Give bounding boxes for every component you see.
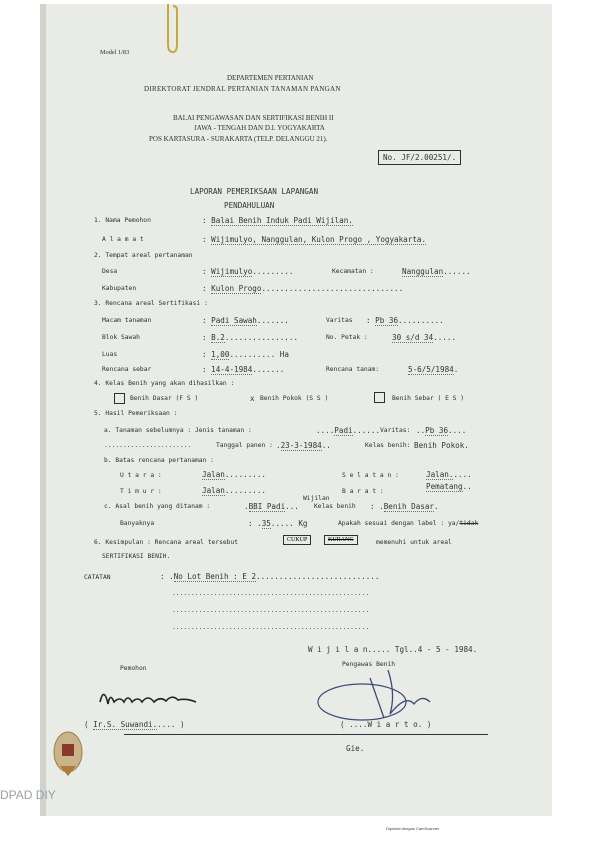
jenis-tanaman-value: ....Padi...... (316, 426, 381, 435)
varitas-sebelumnya-label: Varitas: (380, 427, 411, 434)
catatan-line-3: .................................................... (172, 607, 370, 614)
sebar-value: : 14-4-1984....... (202, 365, 285, 374)
catatan-line-4: .................................................... (172, 624, 370, 631)
petak-label: No. Petak : (326, 334, 368, 341)
macam-value: : Padi Sawah....... (202, 316, 289, 325)
desa-value: : Wijimulyo......... (202, 267, 294, 276)
panen-value: .23-3-1984.. (276, 441, 331, 450)
sesuai-label: Apakah sesuai dengan label : ya/tidak (338, 520, 479, 527)
alamat-value: : Wijimulyo, Nanggulan, Kulon Progo , Yogyakarta. (202, 235, 427, 244)
banyak-value: : .35..... Kg (248, 519, 308, 528)
bottom-rule (124, 734, 488, 735)
place-date: W i j i l a n..... Tgl..4 - 5 - 1984. (308, 645, 478, 654)
kabupaten-value: : Kulon Progo............................... (202, 284, 404, 293)
paper-edge (40, 4, 46, 816)
kesimpulan-label: 6. Kesimpulan : Rencana areal tersebut (94, 539, 239, 546)
luas-label: Luas (102, 351, 118, 358)
benih-pokok-label: Benih Pokok (S S ) (260, 395, 329, 402)
asal-benih-label: c. Asal benih yang ditanam : (104, 503, 211, 510)
pemohon-signature-icon (96, 682, 206, 712)
benih-dasar-label: Benih Dasar (F S ) (130, 395, 199, 402)
benih-sebar-label: Benih Sebar ( E S ) (392, 395, 465, 402)
pemohon-label: 1. Nama Pemohon (94, 217, 151, 224)
asal-kelas-value: : .Benih Dasar. (370, 502, 439, 511)
model-label: Model 1/83 (100, 49, 130, 56)
seal-stamp-icon (48, 722, 88, 782)
kelas-benih-sebelum-label: Kelas benih: (365, 442, 411, 449)
kelas-benih-sebelum-value: Benih Pokok. (414, 441, 469, 450)
catatan-value: : .No Lot Benih : E 2........................... (160, 572, 380, 581)
pemohon-name: ( Ir.S. Suwandi..... ) (84, 720, 185, 729)
asal-benih-value2: Wijilan (303, 495, 330, 502)
gie-text: Gie. (346, 744, 365, 753)
pengawas-label-sign: Pengawas Benih (342, 661, 396, 668)
catatan-line-2: .................................................... (172, 590, 370, 597)
barat-value: Pematang.. (426, 482, 472, 491)
catatan-label: CATATAN (84, 574, 111, 581)
sertifikasi-line: SERTIFIKASI BENIH. (102, 553, 171, 560)
address-line: POS KARTASURA - SURAKARTA (TELP. DELANGGU 21). (149, 135, 328, 143)
tempat-label: 2. Tempat areal pertanaman (94, 252, 193, 259)
pemohon-value: : Balai Benih Induk Padi Wijilan. (202, 216, 353, 225)
benih-dasar-checkbox[interactable] (114, 393, 125, 404)
panen-dots: ....................... (104, 442, 192, 449)
cukup-box[interactable]: CUKUP (283, 535, 311, 545)
report-subtitle: PENDAHULUAN (224, 201, 275, 210)
tanam-label: Rencana tanam: (326, 366, 380, 373)
utara-label: U t a r a : (120, 472, 162, 479)
batas-label: b. Batas rencana pertanaman : (104, 457, 214, 464)
barat-label: B a r a t : (342, 488, 384, 495)
sebar-label: Rencana sebar (102, 366, 152, 373)
balai-line: BALAI PENGAWASAN DAN SERTIFIKASI BENIH II (173, 114, 334, 122)
pengawas-name: ( ....W i a r t o. ) (340, 720, 432, 729)
asal-kelas-label: Kelas benih (314, 503, 356, 510)
varitas-label: Varitas (326, 317, 353, 324)
region-line: JAWA - TENGAH DAN D.I. YOGYAKARTA (194, 124, 325, 132)
varitas-sebelumnya-value: ..Pb 36.... (416, 426, 467, 435)
timur-label: T i m u r : (120, 488, 162, 495)
hasil-label: 5. Hasil Pemeriksaan : (94, 410, 178, 417)
desa-label: Desa (102, 268, 118, 275)
document-number: No. JF/2.00251/. (378, 150, 461, 165)
panen-label: Tanggal panen : (216, 442, 273, 449)
pemohon-label-sign: Pemohon (120, 665, 147, 672)
kabupaten-label: Kabupaten (102, 285, 137, 292)
selatan-value: Jalan..... (426, 470, 472, 479)
dept-line: DEPARTEMEN PERTANIAN (227, 74, 314, 82)
asal-benih-value: .BBI Padi... (244, 502, 299, 511)
benih-sebar-checkbox[interactable] (374, 392, 385, 403)
pengawas-signature-icon (310, 664, 460, 724)
alamat-label: A l a m a t (102, 236, 144, 243)
paper-clip-icon (164, 4, 178, 56)
benih-pokok-mark: x (250, 394, 255, 403)
timur-value: Jalan......... (202, 486, 267, 495)
luas-value: : 1,00.......... Ha (202, 350, 289, 359)
blok-label: Blok Sawah (102, 334, 140, 341)
kecamatan-label: Kecamatan : (332, 268, 374, 275)
banyak-label: Banyaknya (120, 520, 155, 527)
kesimpulan-rest: memenuhi untuk areal (376, 539, 452, 546)
tanam-value: 5-6/5/1984. (408, 365, 459, 374)
selatan-label: S e l a t a n : (342, 472, 399, 479)
kelas-benih-label: 4. Kelas Benih yang akan dihasilkan : (94, 380, 235, 387)
document-sheet (40, 4, 552, 816)
scanner-credit: Dipindai dengan CamScanner (386, 826, 440, 831)
blok-value: : B.2................ (202, 333, 299, 342)
macam-label: Macam tanaman (102, 317, 152, 324)
watermark-text: DPAD DIY (0, 788, 56, 802)
utara-value: Jalan......... (202, 470, 267, 479)
tanaman-sebelumnya-label: a. Tanaman sebelumnya : Jenis tanaman : (104, 427, 252, 434)
rencana-areal-label: 3. Rencana areal Sertifikasi : (94, 300, 208, 307)
report-title: LAPORAN PEMERIKSAAN LAPANGAN (190, 187, 319, 196)
directorate-line: DIREKTORAT JENDRAL PERTANIAN TANAMAN PANGAN (144, 85, 341, 93)
kecamatan-value: Nanggulan...... (402, 267, 471, 276)
kurang-box[interactable]: KURANG (324, 535, 358, 545)
petak-value: 30 s/d 34..... (392, 333, 457, 342)
varitas-value: : Pb 36.......... (366, 316, 444, 325)
